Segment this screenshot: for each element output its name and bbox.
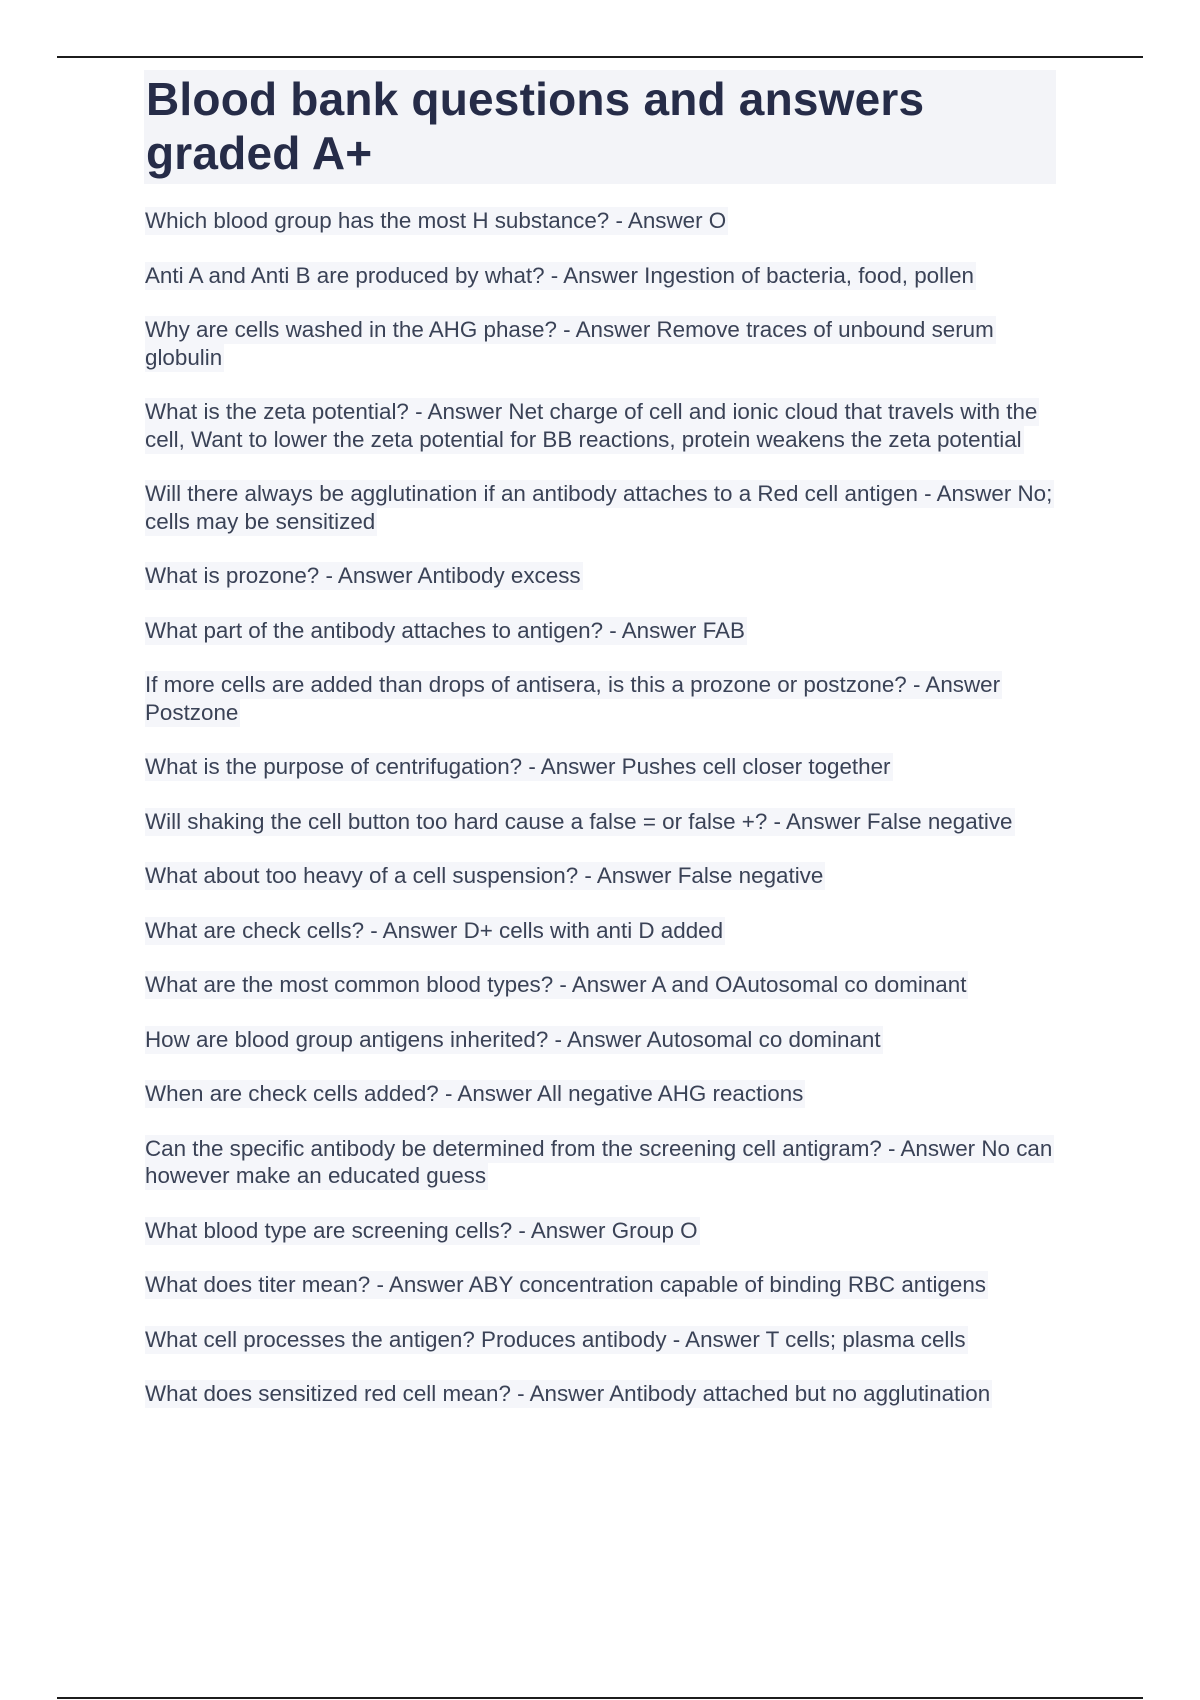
qa-text: Can the specific antibody be determined from the screening cell antigram? - Answer No can however make an educated guess bbox=[145, 1135, 1053, 1188]
qa-item bbox=[145, 971, 1065, 999]
qa-item bbox=[145, 562, 1065, 590]
qa-item bbox=[145, 917, 1065, 945]
bottom-rule bbox=[57, 1697, 1143, 1699]
qa-item bbox=[145, 480, 1065, 535]
qa-item bbox=[145, 1080, 1065, 1108]
page-title: Blood bank questions and answers graded A+ bbox=[146, 73, 925, 179]
qa-text: What does titer mean? - Answer ABY concentration capable of binding RBC antigens bbox=[145, 1272, 986, 1297]
qa-item bbox=[145, 316, 1065, 371]
qa-item bbox=[145, 862, 1065, 890]
qa-text: Anti A and Anti B are produced by what? - Answer Ingestion of bacteria, food, pollen bbox=[145, 262, 974, 288]
qa-text: What cell processes the antigen? Produces antibody - Answer T cells; plasma cells bbox=[145, 1326, 966, 1352]
qa-item bbox=[145, 262, 1065, 290]
qa-item bbox=[145, 753, 1065, 781]
qa-text: Why are cells washed in the AHG phase? - Answer Remove traces of unbound serum globulin bbox=[145, 317, 994, 370]
qa-text: What is prozone? - Answer Antibody excess bbox=[145, 563, 581, 588]
qa-text: If more cells are added than drops of antisera, is this a prozone or postzone? - Answer Postzone bbox=[145, 672, 1001, 725]
qa-text: What blood type are screening cells? - Answer Group O bbox=[145, 1217, 698, 1243]
qa-item bbox=[145, 1271, 1065, 1299]
qa-text: What are check cells? - Answer D+ cells with anti D added bbox=[145, 917, 724, 943]
qa-text: Will there always be agglutination if an antibody attaches to a Red cell antigen - Answer No; cells may be sensitized bbox=[145, 481, 1053, 534]
qa-item bbox=[145, 1380, 1065, 1408]
top-rule bbox=[57, 56, 1143, 58]
qa-item bbox=[145, 808, 1065, 836]
qa-text: What is the zeta potential? - Answer Net charge of cell and ionic cloud that travels with the cell, Want to lower the zeta potential for BB reactions, protein weakens the zeta potential bbox=[145, 399, 1038, 452]
qa-item bbox=[145, 1326, 1065, 1354]
qa-item bbox=[145, 398, 1065, 453]
qa-item bbox=[145, 617, 1065, 645]
qa-item bbox=[145, 1135, 1065, 1190]
qa-text: What is the purpose of centrifugation? - Answer Pushes cell closer together bbox=[145, 754, 891, 779]
qa-item bbox=[145, 1026, 1065, 1054]
qa-text: When are check cells added? - Answer All negative AHG reactions bbox=[145, 1081, 804, 1106]
qa-item bbox=[145, 671, 1065, 726]
qa-text: What about too heavy of a cell suspension? - Answer False negative bbox=[145, 863, 824, 888]
qa-text: What does sensitized red cell mean? - Answer Antibody attached but no agglutination bbox=[145, 1381, 991, 1406]
qa-text: What are the most common blood types? - Answer A and OAutosomal co dominant bbox=[145, 972, 967, 997]
qa-item bbox=[145, 1217, 1065, 1245]
qa-item bbox=[145, 207, 1065, 235]
qa-text: How are blood group antigens inherited? - Answer Autosomal co dominant bbox=[145, 1026, 881, 1052]
qa-text: What part of the antibody attaches to antigen? - Answer FAB bbox=[145, 617, 745, 643]
qa-text: Which blood group has the most H substance? - Answer O bbox=[145, 208, 727, 233]
qa-text: Will shaking the cell button too hard cause a false = or false +? - Answer False negative bbox=[145, 808, 1013, 834]
qa-list bbox=[145, 207, 1065, 1435]
